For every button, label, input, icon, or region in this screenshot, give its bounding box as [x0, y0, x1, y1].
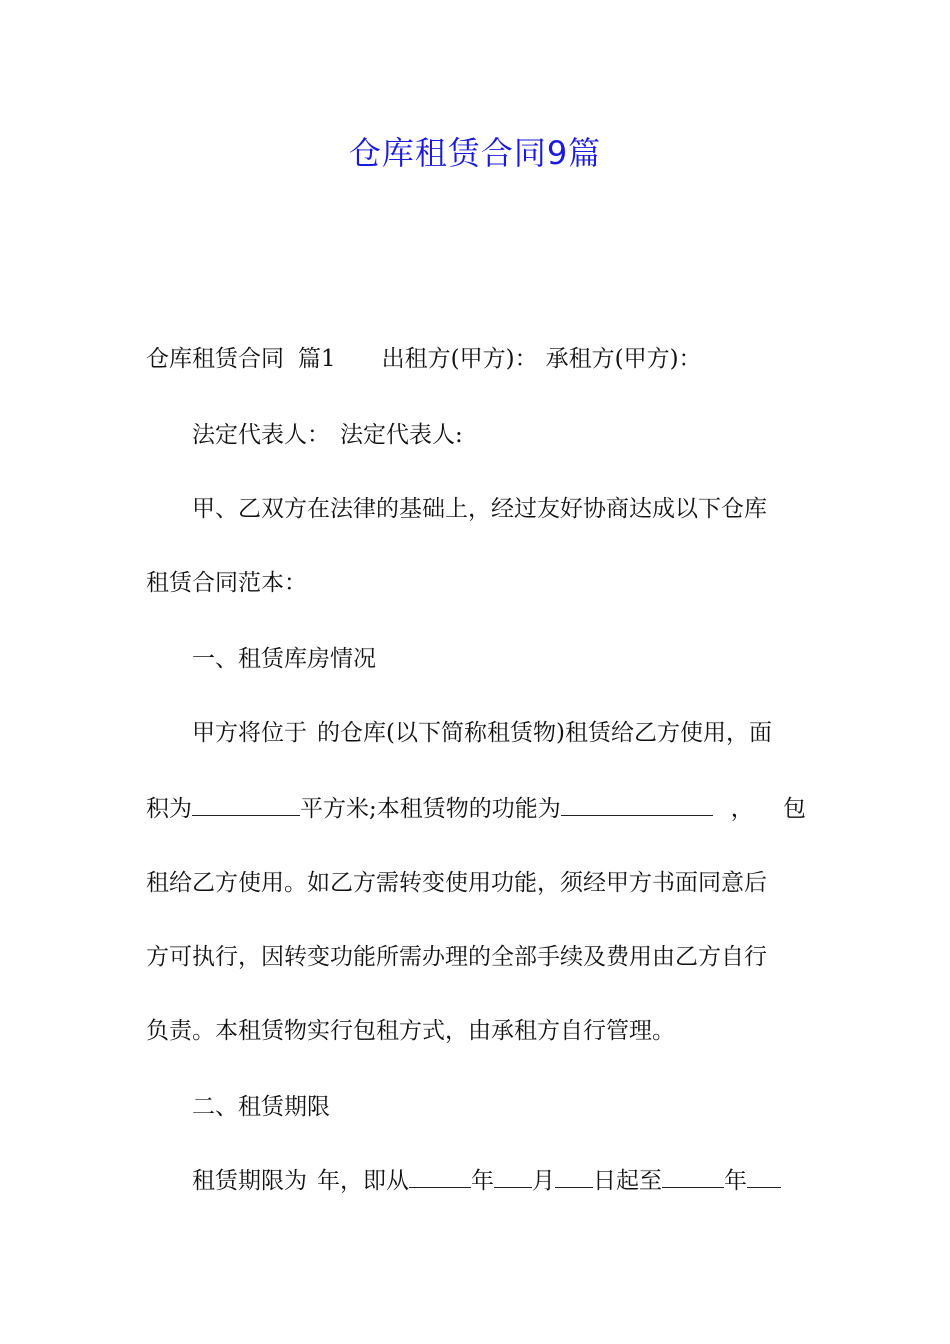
paragraph-line-4: 租赁合同范本：: [146, 570, 307, 596]
function-blank: [561, 795, 713, 816]
paragraph-line-7: [146, 794, 806, 824]
text-segment: 年: [724, 1168, 747, 1194]
text-segment: 的仓库(以下简称租赁物)租赁给乙方使用，面: [317, 720, 772, 746]
start-year-blank: [409, 1167, 471, 1188]
legal-rep-label-b: 法定代表人:: [340, 422, 463, 448]
paragraph-line-8: 租给乙方使用。如乙方需转变使用功能，须经甲方书面同意后: [146, 870, 767, 896]
section-heading-1: 一、租赁库房情况: [192, 646, 376, 672]
document-title: 仓库租赁合同9篇: [348, 134, 602, 172]
area-blank: [192, 795, 300, 816]
text-segment: 年: [471, 1168, 494, 1194]
text-segment: 平方米;本租赁物的功能为: [300, 796, 561, 822]
section-heading-2: 二、租赁期限: [192, 1094, 330, 1120]
text-segment: 甲方将位于: [192, 720, 307, 746]
paragraph-line-9: 方可执行，因转变功能所需办理的全部手续及费用由乙方自行: [146, 944, 767, 970]
legal-rep-label-a: 法定代表人：: [192, 422, 330, 448]
paragraph-line-12: [192, 1166, 806, 1196]
text-segment: 月: [532, 1168, 555, 1194]
text-segment: 年，即从: [317, 1168, 409, 1194]
text-segment: 租赁期限为: [192, 1168, 307, 1194]
start-month-blank: [494, 1167, 532, 1188]
paragraph-line-2: [192, 420, 806, 450]
paragraph-line-10: 负责。本租赁物实行包租方式，由承租方自行管理。: [146, 1018, 675, 1044]
text-segment: ，: [730, 796, 754, 822]
text-segment: 积为: [146, 796, 192, 822]
lessee-label: 承租方(甲方)：: [545, 346, 702, 372]
paragraph-line-6: [192, 718, 806, 748]
heading-text: 仓库租赁合同: [146, 346, 284, 372]
lessor-label: 出租方(甲方)：: [381, 346, 538, 372]
text-segment: 日起至: [593, 1168, 662, 1194]
paragraph-line-1: [146, 344, 806, 374]
end-year-blank: [662, 1167, 724, 1188]
heading-number: 篇1: [298, 346, 336, 372]
text-line-7-left: [146, 794, 754, 824]
start-day-blank: [555, 1167, 593, 1188]
text-segment: 包: [783, 796, 806, 822]
paragraph-line-3: 甲、乙双方在法律的基础上，经过友好协商达成以下仓库: [192, 496, 767, 522]
end-month-blank: [747, 1167, 781, 1188]
